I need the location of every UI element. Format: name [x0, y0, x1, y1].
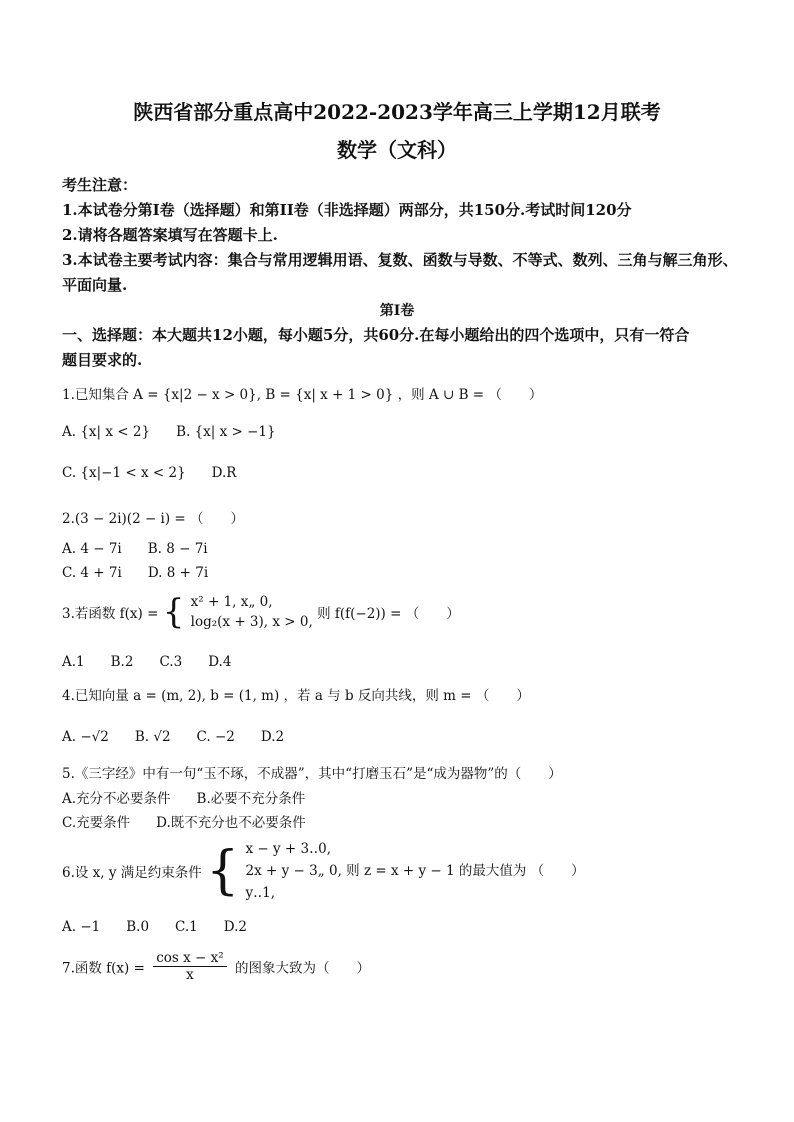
- question-2-stem: 2.(3 − 2i)(2 − i) = （ ）: [62, 511, 245, 527]
- q6-case-3: y‥1,: [245, 885, 275, 901]
- section-instruction-a: 一、选择题：本大题共12小题，每小题5分，共60分.在每小题给出的四个选项中，只有一符合: [62, 326, 690, 344]
- question-5-stem: 5.《三字经》中有一句“玉不琢，不成器”，其中“打磨玉石”是“成为器物”的（ ）: [62, 766, 562, 782]
- notice-item-1: 1.本试卷分第I卷（选择题）和第II卷（非选择题）两部分，共150分.考试时间120分: [62, 201, 632, 219]
- q6-option-d: D.2: [223, 919, 248, 935]
- q6-cases: [245, 838, 584, 904]
- question-1-stem: 1.已知集合 A = {x|2 − x > 0}, B = {x| x + 1 > 0} ，则 A ∪ B = （ ）: [62, 387, 543, 403]
- q3-suffix: 则 f(f(−2)) = （ ）: [317, 606, 460, 622]
- q1-option-a: A. {x| x < 2}: [62, 424, 151, 440]
- q3-prefix: 3.若函数 f(x) =: [62, 606, 159, 622]
- q7-suffix: 的图象大致为（ ）: [234, 960, 370, 977]
- question-1-options-cd: [62, 465, 732, 481]
- question-5-options-cd: [62, 811, 732, 831]
- q7-denominator: x: [186, 967, 194, 983]
- q4-option-b: B. √2: [134, 729, 171, 745]
- q1-option-b: B. {x| x > −1}: [176, 424, 276, 440]
- q4-option-c: C. −2: [196, 729, 235, 745]
- q7-prefix: 7.函数 f(x) =: [62, 960, 145, 977]
- q7-fraction: [153, 950, 226, 983]
- q5-option-a: A.充分不必要条件: [62, 791, 171, 807]
- question-1-options-ab: [62, 424, 732, 440]
- q5-option-c: C.充要条件: [62, 815, 131, 831]
- notice-item-2: 2.请将各题答案填写在答题卡上.: [62, 226, 278, 244]
- notice-item-3b: 平面向量.: [62, 276, 128, 294]
- q4-option-a: A. −√2: [62, 729, 109, 745]
- q4-option-d: D.2: [260, 729, 285, 745]
- q5-option-d: D.既不充分也不必要条件: [156, 815, 306, 831]
- q2-option-a: A. 4 − 7i: [62, 541, 122, 557]
- q3-case-2: log₂(x + 3), x > 0,: [190, 614, 313, 630]
- q6-option-c: C.1: [175, 919, 198, 935]
- question-5-options-ab: [62, 787, 732, 807]
- question-4-stem: 4.已知向量 a = (m, 2), b = (1, m) ，若 a 与 b 反向共线，则 m = （ ）: [62, 688, 530, 704]
- q3-case-1: x² + 1, x„ 0,: [190, 594, 273, 610]
- question-2-options-ab: [62, 541, 732, 557]
- q2-option-c: C. 4 + 7i: [62, 565, 122, 581]
- q6-option-a: A. −1: [62, 919, 101, 935]
- section-label: 第I卷: [379, 303, 415, 319]
- q2-option-b: B. 8 − 7i: [147, 541, 208, 557]
- q1-option-d: D.R: [211, 465, 237, 481]
- q3-option-b: B.2: [110, 654, 134, 670]
- q7-numerator: cos x − x²: [153, 950, 226, 967]
- section-instruction-b: 题目要求的.: [62, 351, 143, 369]
- notice-heading: 考生注意：: [62, 176, 138, 194]
- question-3-options: [62, 654, 732, 670]
- question-7-stem: [62, 950, 732, 983]
- q6-case-1: x − y + 3‥0,: [245, 841, 331, 857]
- question-6-stem: [62, 838, 732, 904]
- exam-title: 陕西省部分重点高中2022-2023学年高三上学期12月联考: [133, 100, 661, 124]
- q3-cases: [191, 592, 313, 632]
- q3-option-d: D.4: [208, 654, 232, 670]
- q6-option-b: B.0: [126, 919, 150, 935]
- q3-option-c: C.3: [159, 654, 183, 670]
- question-6-options: [62, 919, 732, 935]
- exam-subtitle: 数学（文科）: [337, 138, 457, 162]
- q6-prefix: 6.设 x, y 满足约束条件: [62, 865, 202, 881]
- q3-brace: {: [162, 592, 185, 632]
- q3-option-a: A.1: [62, 654, 85, 670]
- q6-case-2: 2x + y − 3„ 0, 则 z = x + y − 1 的最大值为 （ ）: [245, 863, 585, 879]
- question-4-options: [62, 729, 732, 745]
- q2-option-d: D. 8 + 7i: [147, 565, 209, 581]
- notice-item-3a: 3.本试卷主要考试内容：集合与常用逻辑用语、复数、函数与导数、不等式、数列、三角与解三角形、: [62, 251, 738, 269]
- q1-option-c: C. {x|−1 < x < 2}: [62, 465, 186, 481]
- q5-option-b: B.必要不充分条件: [196, 791, 306, 807]
- question-2-options-cd: [62, 565, 732, 581]
- question-3-stem: [62, 592, 732, 632]
- q6-brace: {: [206, 841, 240, 901]
